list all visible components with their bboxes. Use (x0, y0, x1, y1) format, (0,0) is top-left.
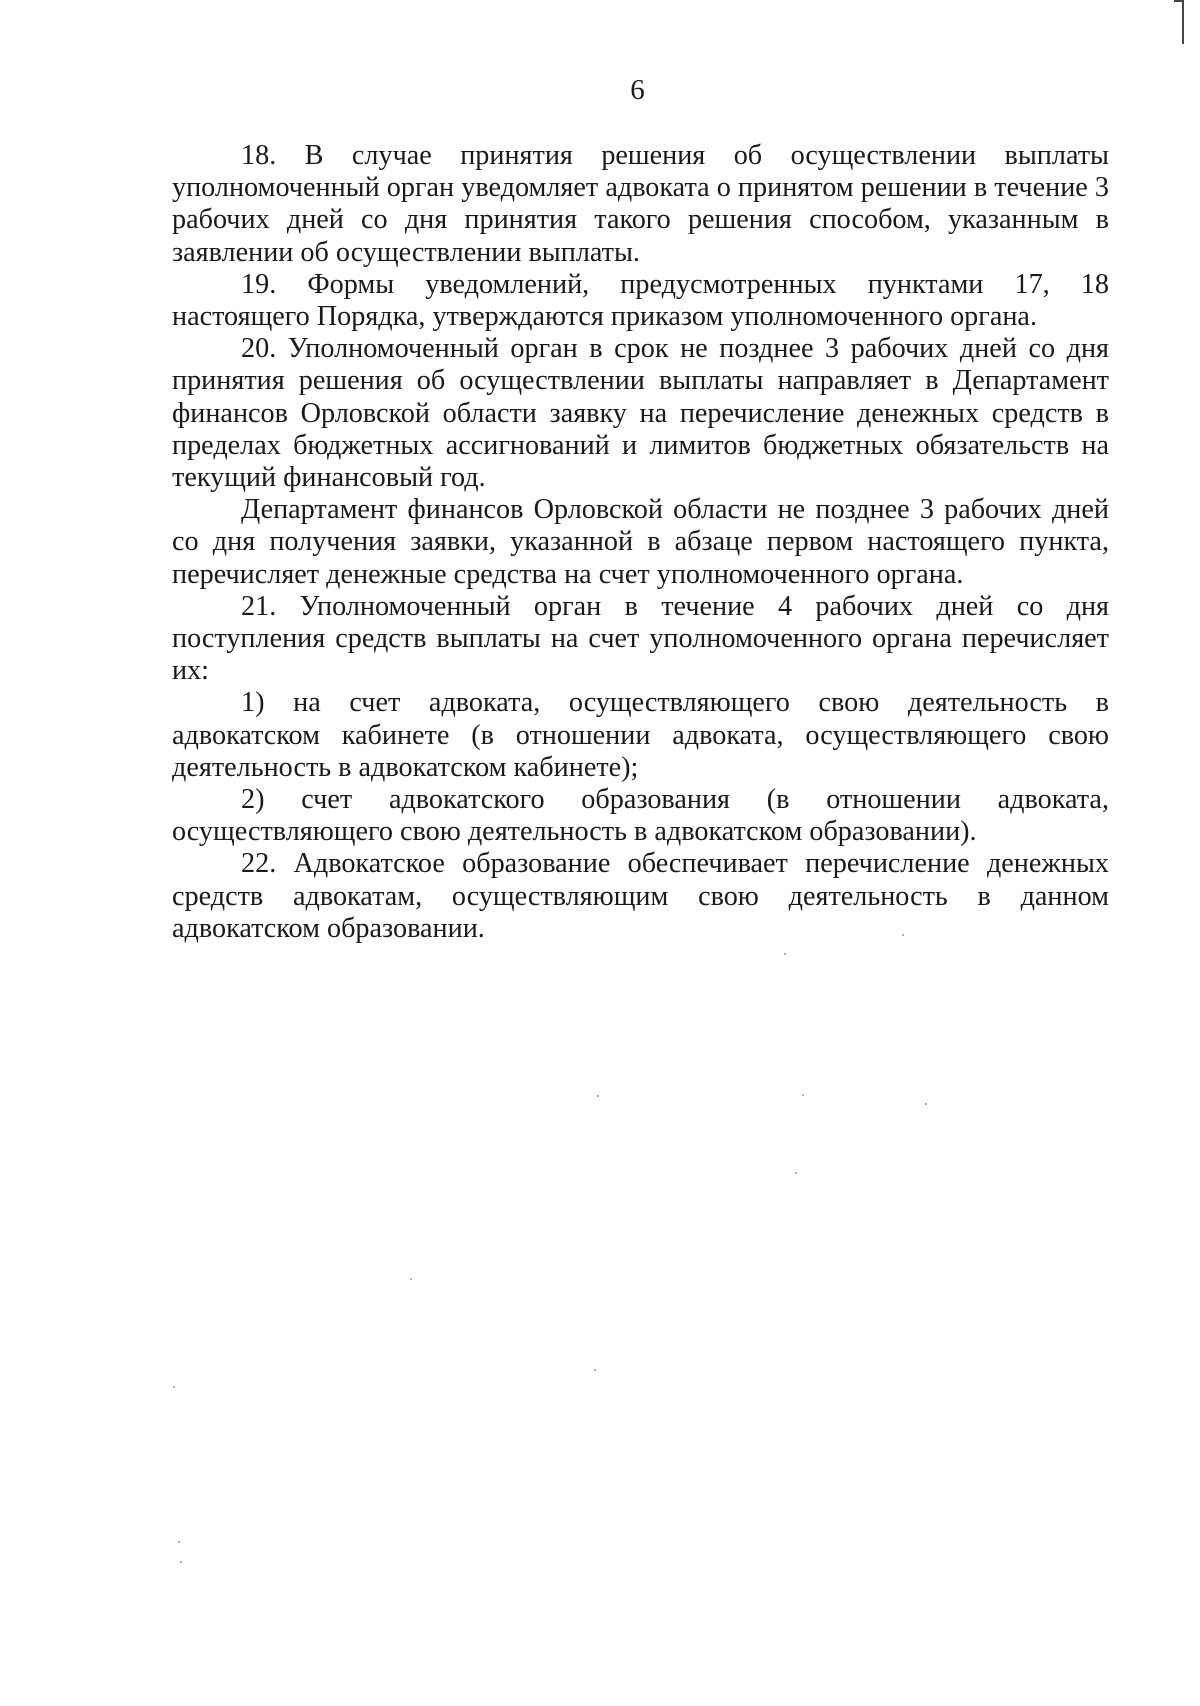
scan-edge-line (1182, 0, 1184, 44)
scan-speck (597, 1095, 599, 1097)
paragraph-21: 21. Уполномоченный орган в течение 4 рабочих дней со дня поступления средств выплаты на счет уполномоченного органа перечисляет их: (172, 590, 1109, 687)
scan-speck (802, 1094, 804, 1096)
list-item-1: 1) на счет адвоката, осуществляющего свою деятельность в адвокатском кабинете (в отношении адвоката, осуществляющего свою деятельность в адвокатском кабинете); (172, 687, 1109, 783)
scan-speck (795, 1172, 797, 1174)
document-body (172, 140, 1109, 945)
page-number: 6 (630, 74, 645, 106)
paragraph-18: 18. В случае принятия решения об осуществлении выплаты уполномоченный орган уведомляет адвоката о принятом решении в течение 3 рабочих дней со дня принятия такого решения способом, указанным в заявлении об осуществлении выплаты. (172, 140, 1109, 268)
paragraph-19: 19. Формы уведомлений, предусмотренных пунктами 17, 18 настоящего Порядка, утверждаются приказом уполномоченного органа. (172, 268, 1109, 333)
scan-speck (173, 1386, 175, 1388)
list-item-2: 2) счет адвокатского образования (в отношении адвоката, осуществляющего свою деятельность в адвокатском образовании). (172, 784, 1109, 848)
scan-speck (178, 1541, 180, 1543)
scan-speck (180, 1561, 182, 1563)
scan-speck (410, 1278, 412, 1280)
paragraph-20-second: Департамент финансов Орловской области не позднее 3 рабочих дней со дня получения заявки, указанной в абзаце первом настоящего пункта, перечисляет денежные средства на счет уполномоченного органа. (172, 494, 1109, 590)
scan-speck (784, 953, 786, 955)
paragraph-22: 22. Адвокатское образование обеспечивает перечисление денежных средств адвокатам, осуществляющим свою деятельность в данном адвокатском образовании. (172, 848, 1109, 944)
scan-speck (925, 1103, 927, 1105)
scan-speck (902, 934, 904, 936)
scan-speck (594, 1369, 596, 1371)
paragraph-20: 20. Уполномоченный орган в срок не позднее 3 рабочих дней со дня принятия решения об осуществлении выплаты направляет в Департамент финансов Орловской области заявку на перечисление денежных средств в пределах бюджетных ассигнований и лимитов бюджетных обязательств на текущий финансовый год. (172, 333, 1109, 494)
